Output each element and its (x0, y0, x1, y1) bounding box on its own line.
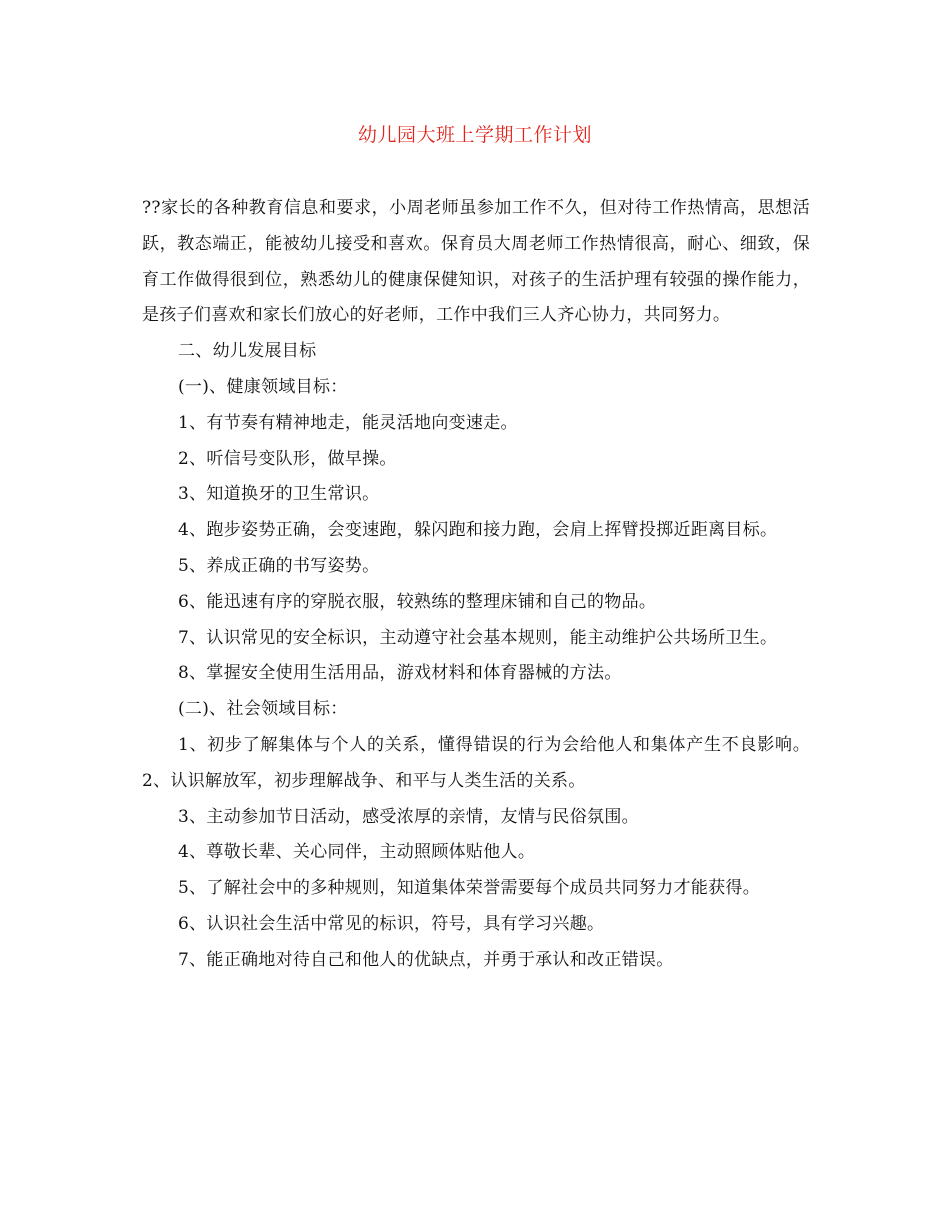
section-heading: 二、幼儿发展目标 (178, 341, 317, 362)
subsection-heading: (二)、社会领域目标： (178, 699, 348, 720)
paragraph-intro: ??家长的各种教育信息和要求，小周老师虽参加工作不久，但对待工作热情高，思想活跃，教态端正，能被幼儿接受和喜欢。保育员大周老师工作热情很高，耐心、细致，保育工作做得很到位，熟悉幼儿的健康保健知识，对孩子的生活护理有较强的操作能力，是孩子们喜欢和家长们放心的好老师，工作中我们三人齐心协力，共同努力。 (142, 198, 810, 326)
list-item: 5、了解社会中的多种规则，知道集体荣誉需要每个成员共同努力才能获得。 (178, 878, 761, 899)
list-item: 5、养成正确的书写姿势。 (178, 555, 380, 576)
list-item: 6、能迅速有序的穿脱衣服，较熟练的整理床铺和自己的物品。 (178, 591, 657, 612)
list-item: 3、知道换牙的卫生常识。 (178, 484, 380, 505)
list-item: 1、初步了解集体与个人的关系，懂得错误的行为会给他人和集体产生不良影响。2、认识解放军，初步理解战争、和平与人类生活的关系。 (142, 734, 810, 791)
document-title: 幼儿园大班上学期工作计划 (357, 124, 592, 146)
list-item: 1、有节奏有精神地走，能灵活地向变速走。 (178, 412, 518, 433)
list-item: 3、主动参加节日活动，感受浓厚的亲情，友情与民俗氛围。 (178, 806, 639, 827)
subsection-heading: (一)、健康领域目标： (178, 376, 348, 397)
list-item: 4、跑步姿势正确，会变速跑，躲闪跑和接力跑，会肩上挥臂投掷近距离目标。 (178, 520, 778, 541)
list-item: 7、认识常见的安全标识，主动遵守社会基本规则，能主动维护公共场所卫生。 (178, 627, 778, 648)
document-body (142, 191, 810, 979)
list-item: 7、能正确地对待自己和他人的优缺点，并勇于承认和改正错误。 (178, 949, 674, 970)
list-item: 4、尊敬长辈、关心同伴，主动照顾体贴他人。 (178, 842, 536, 863)
list-item: 6、认识社会生活中常见的标识，符号，具有学习兴趣。 (178, 913, 605, 934)
list-item: 2、听信号变队形，做早操。 (178, 448, 397, 469)
list-item: 8、掌握安全使用生活用品，游戏材料和体育器械的方法。 (178, 663, 622, 684)
